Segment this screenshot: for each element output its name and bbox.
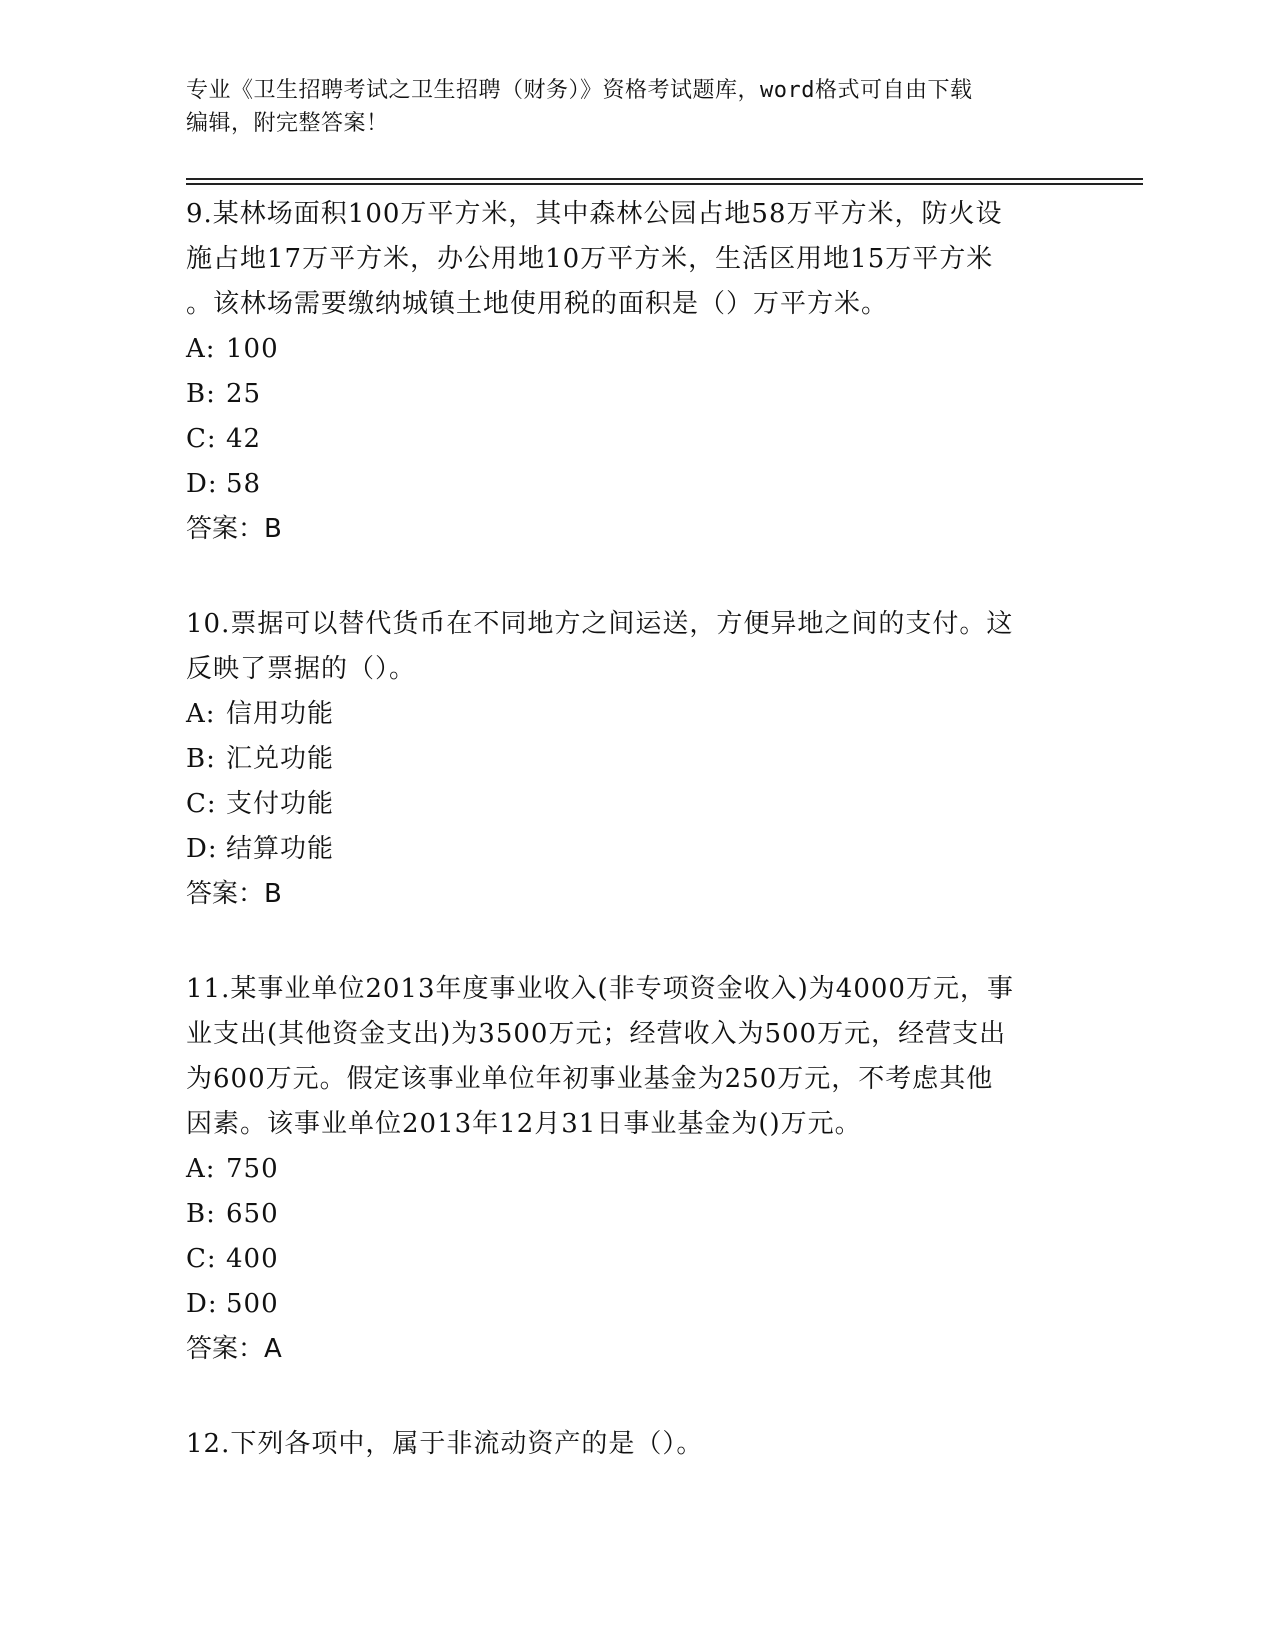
- question-stem-line: 。该林场需要缴纳城镇土地使用税的面积是（）万平方米。: [186, 289, 889, 319]
- option-letter: D:: [186, 1289, 218, 1319]
- option-text: 汇兑功能: [226, 744, 335, 774]
- question-stem-line: 为600万元。假定该事业单位年初事业基金为250万元，不考虑其他: [186, 1064, 994, 1094]
- option-text: 支付功能: [226, 789, 335, 819]
- question-stem-line: 反映了票据的（）。: [186, 654, 417, 684]
- option-letter: D:: [186, 469, 218, 499]
- option-d: [186, 827, 1066, 872]
- question-stem-line: 9.某林场面积100万平方米，其中森林公园占地58万平方米，防火设: [186, 199, 1003, 229]
- option-c: [186, 782, 1066, 827]
- document-header: [186, 74, 1086, 140]
- question-stem-line: 因素。该事业单位2013年12月31日事业基金为()万元。: [186, 1109, 862, 1139]
- option-text: 42: [226, 424, 262, 454]
- option-letter: A:: [186, 1154, 216, 1184]
- option-letter: C:: [186, 1244, 217, 1274]
- option-text: 500: [226, 1289, 279, 1319]
- option-letter: A:: [186, 334, 216, 364]
- header-line-2: 编辑，附完整答案！: [186, 111, 389, 136]
- question-11: [186, 967, 1066, 1372]
- option-c: [186, 1237, 1066, 1282]
- answer-line: 答案：B: [186, 879, 282, 909]
- option-b: [186, 1192, 1066, 1237]
- question-stem-line: 业支出(其他资金支出)为3500万元；经营收入为500万元，经营支出: [186, 1019, 1007, 1049]
- option-a: [186, 327, 1066, 372]
- option-text: 100: [226, 334, 279, 364]
- question-12: [186, 1422, 1066, 1467]
- option-b: [186, 737, 1066, 782]
- option-text: 750: [226, 1154, 279, 1184]
- option-text: 400: [226, 1244, 279, 1274]
- option-text: 58: [226, 469, 262, 499]
- header-divider-bottom: [186, 183, 1143, 185]
- option-text: 信用功能: [226, 699, 335, 729]
- question-10: [186, 602, 1066, 917]
- option-text: 结算功能: [226, 834, 335, 864]
- answer-line: 答案：B: [186, 514, 282, 544]
- header-line-1: 专业《卫生招聘考试之卫生招聘（财务）》资格考试题库，word格式可自由下载: [186, 78, 973, 103]
- question-list: [186, 192, 1066, 1517]
- option-letter: C:: [186, 789, 217, 819]
- question-9: [186, 192, 1066, 552]
- option-text: 25: [226, 379, 262, 409]
- question-stem-line: 11.某事业单位2013年度事业收入(非专项资金收入)为4000万元，事: [186, 974, 1014, 1004]
- option-d: [186, 1282, 1066, 1327]
- option-letter: C:: [186, 424, 217, 454]
- option-letter: B:: [186, 1199, 216, 1229]
- header-divider-top: [186, 178, 1143, 180]
- option-a: [186, 1147, 1066, 1192]
- option-a: [186, 692, 1066, 737]
- question-stem-line: 施占地17万平方米，办公用地10万平方米，生活区用地15万平方米: [186, 244, 994, 274]
- option-letter: B:: [186, 744, 216, 774]
- option-letter: B:: [186, 379, 216, 409]
- option-letter: D:: [186, 834, 218, 864]
- option-d: [186, 462, 1066, 507]
- option-text: 650: [226, 1199, 279, 1229]
- question-stem-line: 10.票据可以替代货币在不同地方之间运送，方便异地之间的支付。这: [186, 609, 1014, 639]
- question-stem-line: 12.下列各项中，属于非流动资产的是（）。: [186, 1429, 704, 1459]
- answer-line: 答案：A: [186, 1334, 282, 1364]
- option-c: [186, 417, 1066, 462]
- option-b: [186, 372, 1066, 417]
- option-letter: A:: [186, 699, 216, 729]
